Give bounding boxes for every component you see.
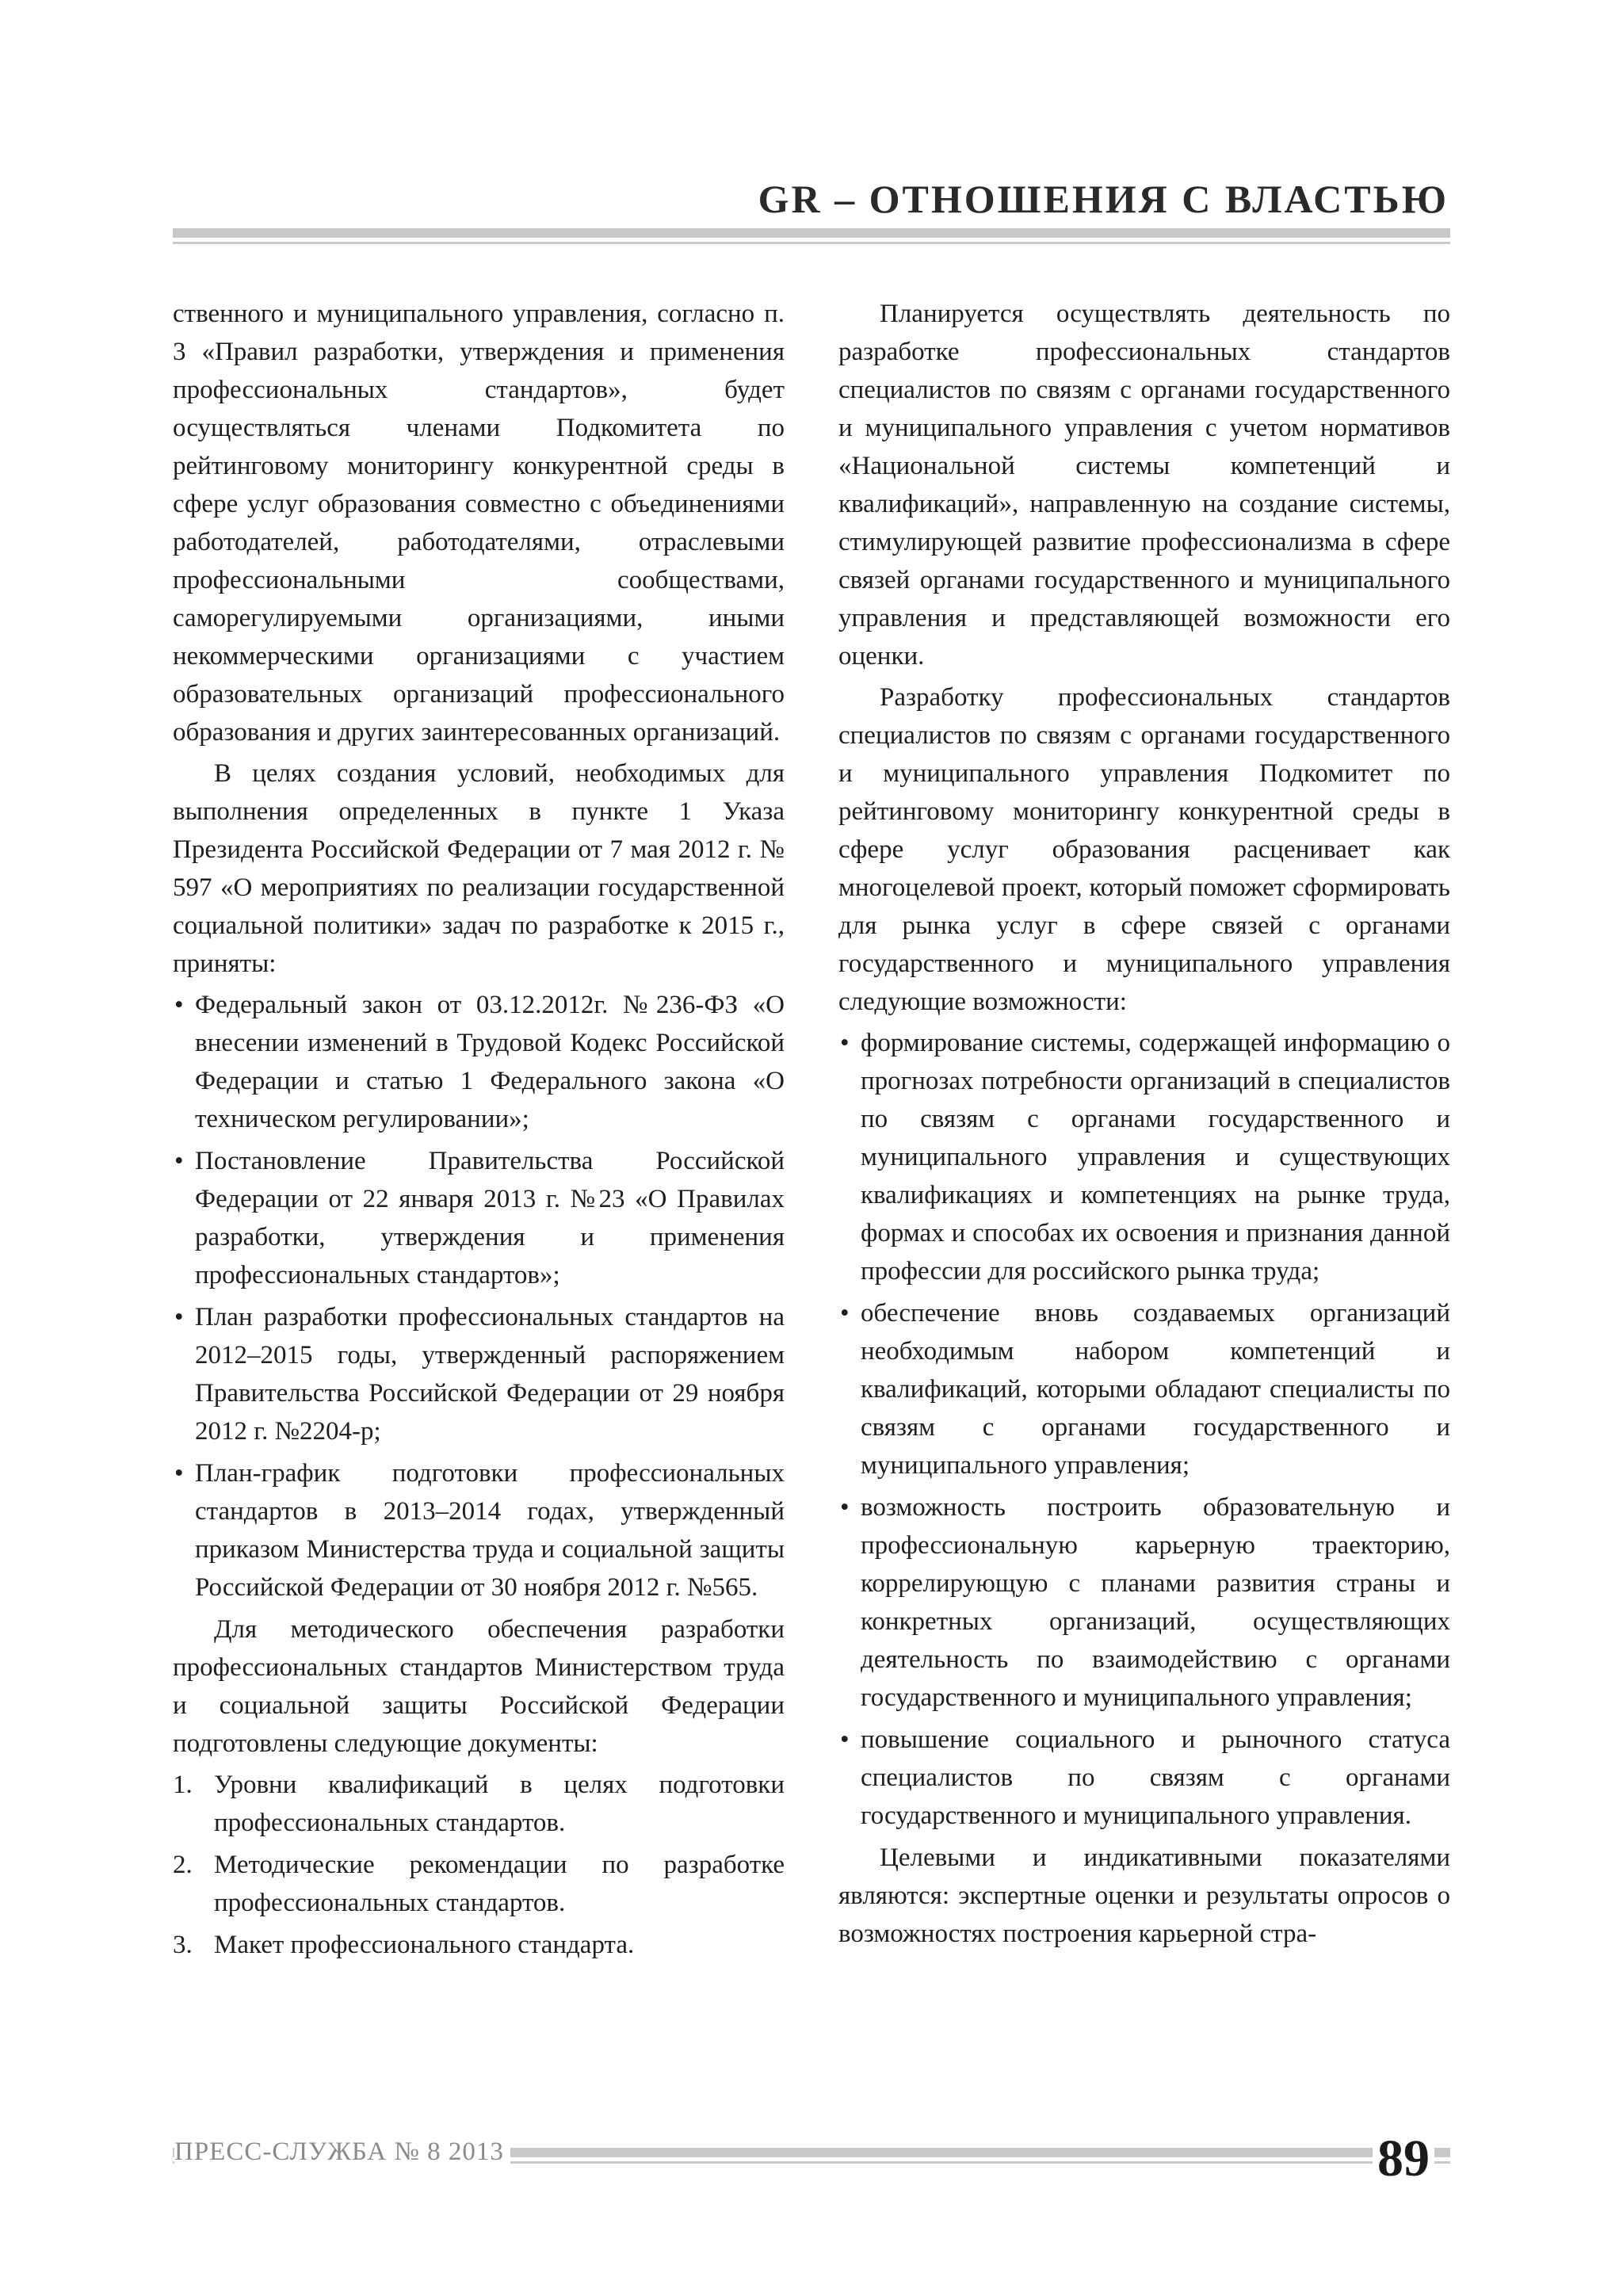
list-item: • возможность построить образовательную и профессиональную карьерную траекторию, коррелирующую с планами развития страны и конкретных организаций, осуществляющих деятельность по взаимодействию с органами государственного и муниципального управления; bbox=[838, 1488, 1450, 1717]
list-item: • повышение социального и рыночного статуса специалистов по связям с органами государственного и муниципального управления. bbox=[838, 1721, 1450, 1835]
section-title: GR – ОТНОШЕНИЯ С ВЛАСТЬЮ bbox=[758, 177, 1449, 221]
list-item-text: Методические рекомендации по разработке профессиональных стандартов. bbox=[214, 1851, 785, 1917]
left-column bbox=[173, 295, 785, 2086]
paragraph: Целевыми и индикативными показателями являются: экспертные оценки и результаты опросов о возможностях построения карьерной стра- bbox=[838, 1843, 1450, 1948]
list-number: 3. bbox=[173, 1931, 193, 1959]
paragraph: В целях создания условий, необходимых для выполнения определенных в пункте 1 Указа Президента Российской Федерации от 7 мая 2012 г. № 597 «О мероприятиях по реализации государственной социальной политики» задач по разработке к 2015 г., приняты: bbox=[173, 759, 785, 978]
issue-label: ПРЕСС-СЛУЖБА № 8 2013 bbox=[174, 2137, 510, 2167]
paragraph: Разработку профессиональных стандартов специалистов по связям с органами государственного и муниципального управления Подкомитет по рейтинговому мониторингу конкурентной среды в сфере услуг образования расценивает как многоцелевой проект, который поможет сформировать для рынка услуг в сфере связей с органами государственного и муниципального управления следующие возможности: bbox=[838, 683, 1450, 1016]
list-item-text: Уровни квалификаций в целях подготовки профессиональных стандартов. bbox=[214, 1771, 785, 1837]
header-rule bbox=[173, 228, 1450, 238]
bullet-list bbox=[173, 986, 785, 1606]
list-item: • обеспечение вновь создаваемых организаций необходимым набором компетенций и квалификаций, которыми обладают специалисты по связям с органами государственного и муниципального управления; bbox=[838, 1294, 1450, 1484]
list-item-text: Макет профессионального стандарта. bbox=[214, 1931, 635, 1959]
list-item bbox=[173, 1926, 785, 1964]
list-item: • Федеральный закон от 03.12.2012г. №236-ФЗ «О внесении изменений в Трудовой Кодекс Российской Федерации и статью 1 Федерального закона «О техническом регулировании»; bbox=[173, 986, 785, 1138]
list-item: • Постановление Правительства Российской Федерации от 22 января 2013 г. №23 «О Правилах разработки, утверждения и применения профессиональных стандартов»; bbox=[173, 1142, 785, 1294]
header-rule-thin bbox=[173, 242, 1450, 244]
list-item: • План разработки профессиональных стандартов на 2012–2015 годы, утвержденный распоряжением Правительства Российской Федерации от 29 ноября 2012 г. №2204-р; bbox=[173, 1298, 785, 1450]
paragraph: Планируется осуществлять деятельность по разработке профессиональных стандартов специалистов по связям с органами государственного и муниципального управления с учетом нормативов «Национальной системы компетенций и квалификаций», направленную на создание системы, стимулирующей развитие профессионализма в сфере связей органами государственного и муниципального управления и представляющей возможности его оценки. bbox=[838, 300, 1450, 670]
right-column bbox=[838, 295, 1450, 2086]
paragraph: ственного и муниципального управления, согласно п. 3 «Правил разработки, утверждения и применения профессиональных стандартов», будет осуществляться членами Подкомитета по рейтинговому мониторингу конкурентной среды в сфере услуг образования совместно с объединениями работодателей, работодателями, отраслевыми профессиональными сообществами, саморегулируемыми организациями, иными некоммерческими организациями с участием образовательных организаций профессионального образования и других заинтересованных организаций. bbox=[173, 300, 785, 747]
page-number: 89 bbox=[1373, 2127, 1434, 2191]
list-item bbox=[173, 1846, 785, 1922]
list-number: 2. bbox=[173, 1851, 193, 1879]
bullet-list bbox=[838, 1024, 1450, 1835]
list-item: • формирование системы, содержащей информацию о прогнозах потребности организаций в специалистов по связям с органами государственного и муниципального управления и существующих квалификациях и компетенциях на рынке труда, формах и способах их освоения и признания данной профессии для российского рынка труда; bbox=[838, 1024, 1450, 1290]
numbered-list bbox=[173, 1766, 785, 1964]
list-item: • План-график подготовки профессиональных стандартов в 2013–2014 годах, утвержденный приказом Министерства труда и социальной защиты Российской Федерации от 30 ноября 2012 г. №565. bbox=[173, 1454, 785, 1606]
paragraph: Для методического обеспечения разработки профессиональных стандартов Министерством труда и социальной защиты Российской Федерации подготовлены следующие документы: bbox=[173, 1615, 785, 1758]
list-item bbox=[173, 1766, 785, 1842]
list-number: 1. bbox=[173, 1771, 193, 1799]
